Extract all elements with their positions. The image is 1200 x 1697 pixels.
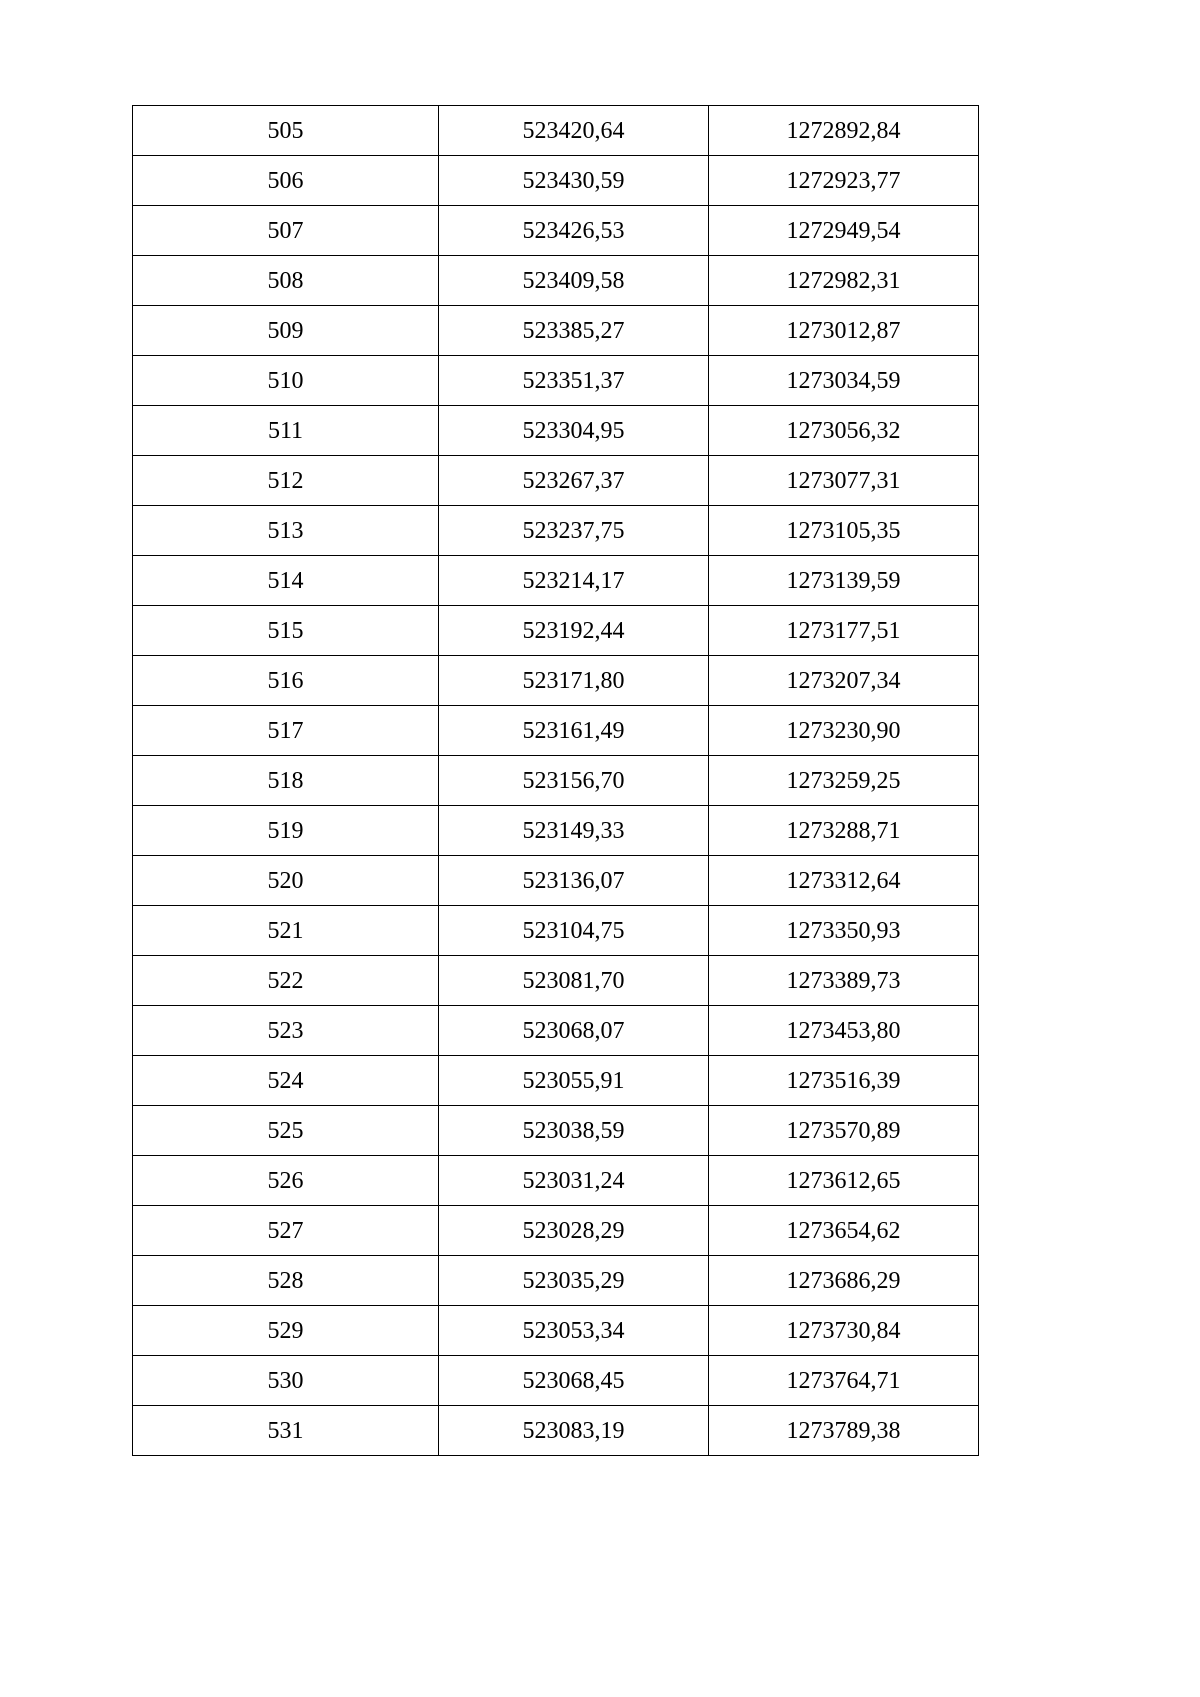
- y-coordinate-cell: 1272923,77: [709, 156, 979, 206]
- table-row: [133, 356, 979, 406]
- point-number-cell: 514: [133, 556, 439, 606]
- table-row: [133, 606, 979, 656]
- coordinates-table-body: [133, 106, 979, 1456]
- table-row: [133, 106, 979, 156]
- x-coordinate-cell: 523028,29: [439, 1206, 709, 1256]
- x-coordinate-cell: 523068,45: [439, 1356, 709, 1406]
- table-row: [133, 306, 979, 356]
- table-row: [133, 1406, 979, 1456]
- x-coordinate-cell: 523430,59: [439, 156, 709, 206]
- y-coordinate-cell: 1273789,38: [709, 1406, 979, 1456]
- y-coordinate-cell: 1273230,90: [709, 706, 979, 756]
- table-row: [133, 506, 979, 556]
- y-coordinate-cell: 1272982,31: [709, 256, 979, 306]
- x-coordinate-cell: 523171,80: [439, 656, 709, 706]
- y-coordinate-cell: 1272892,84: [709, 106, 979, 156]
- y-coordinate-cell: 1273012,87: [709, 306, 979, 356]
- x-coordinate-cell: 523149,33: [439, 806, 709, 856]
- x-coordinate-cell: 523136,07: [439, 856, 709, 906]
- point-number-cell: 525: [133, 1106, 439, 1156]
- y-coordinate-cell: 1273207,34: [709, 656, 979, 706]
- point-number-cell: 523: [133, 1006, 439, 1056]
- x-coordinate-cell: 523035,29: [439, 1256, 709, 1306]
- x-coordinate-cell: 523053,34: [439, 1306, 709, 1356]
- table-row: [133, 1156, 979, 1206]
- point-number-cell: 526: [133, 1156, 439, 1206]
- y-coordinate-cell: 1273350,93: [709, 906, 979, 956]
- y-coordinate-cell: 1273453,80: [709, 1006, 979, 1056]
- y-coordinate-cell: 1273077,31: [709, 456, 979, 506]
- table-row: [133, 856, 979, 906]
- y-coordinate-cell: 1273312,64: [709, 856, 979, 906]
- point-number-cell: 519: [133, 806, 439, 856]
- point-number-cell: 529: [133, 1306, 439, 1356]
- point-number-cell: 517: [133, 706, 439, 756]
- point-number-cell: 510: [133, 356, 439, 406]
- y-coordinate-cell: 1273259,25: [709, 756, 979, 806]
- y-coordinate-cell: 1273177,51: [709, 606, 979, 656]
- point-number-cell: 518: [133, 756, 439, 806]
- table-row: [133, 256, 979, 306]
- y-coordinate-cell: 1273034,59: [709, 356, 979, 406]
- table-row: [133, 656, 979, 706]
- y-coordinate-cell: 1273686,29: [709, 1256, 979, 1306]
- x-coordinate-cell: 523426,53: [439, 206, 709, 256]
- y-coordinate-cell: 1273389,73: [709, 956, 979, 1006]
- point-number-cell: 515: [133, 606, 439, 656]
- point-number-cell: 528: [133, 1256, 439, 1306]
- table-row: [133, 706, 979, 756]
- y-coordinate-cell: 1273288,71: [709, 806, 979, 856]
- point-number-cell: 513: [133, 506, 439, 556]
- point-number-cell: 522: [133, 956, 439, 1006]
- x-coordinate-cell: 523083,19: [439, 1406, 709, 1456]
- x-coordinate-cell: 523192,44: [439, 606, 709, 656]
- y-coordinate-cell: 1273764,71: [709, 1356, 979, 1406]
- table-row: [133, 956, 979, 1006]
- y-coordinate-cell: 1273654,62: [709, 1206, 979, 1256]
- x-coordinate-cell: 523409,58: [439, 256, 709, 306]
- table-row: [133, 906, 979, 956]
- point-number-cell: 508: [133, 256, 439, 306]
- point-number-cell: 520: [133, 856, 439, 906]
- point-number-cell: 530: [133, 1356, 439, 1406]
- x-coordinate-cell: 523031,24: [439, 1156, 709, 1206]
- x-coordinate-cell: 523351,37: [439, 356, 709, 406]
- table-row: [133, 806, 979, 856]
- table-row: [133, 1256, 979, 1306]
- point-number-cell: 509: [133, 306, 439, 356]
- x-coordinate-cell: 523038,59: [439, 1106, 709, 1156]
- table-row: [133, 156, 979, 206]
- x-coordinate-cell: 523068,07: [439, 1006, 709, 1056]
- table-row: [133, 1356, 979, 1406]
- table-row: [133, 406, 979, 456]
- y-coordinate-cell: 1273105,35: [709, 506, 979, 556]
- point-number-cell: 511: [133, 406, 439, 456]
- table-row: [133, 456, 979, 506]
- y-coordinate-cell: 1273570,89: [709, 1106, 979, 1156]
- table-row: [133, 1206, 979, 1256]
- y-coordinate-cell: 1272949,54: [709, 206, 979, 256]
- table-row: [133, 1306, 979, 1356]
- y-coordinate-cell: 1273139,59: [709, 556, 979, 606]
- x-coordinate-cell: 523385,27: [439, 306, 709, 356]
- table-row: [133, 1056, 979, 1106]
- y-coordinate-cell: 1273730,84: [709, 1306, 979, 1356]
- point-number-cell: 527: [133, 1206, 439, 1256]
- point-number-cell: 505: [133, 106, 439, 156]
- x-coordinate-cell: 523304,95: [439, 406, 709, 456]
- table-row: [133, 1106, 979, 1156]
- y-coordinate-cell: 1273612,65: [709, 1156, 979, 1206]
- x-coordinate-cell: 523104,75: [439, 906, 709, 956]
- x-coordinate-cell: 523055,91: [439, 1056, 709, 1106]
- point-number-cell: 531: [133, 1406, 439, 1456]
- x-coordinate-cell: 523161,49: [439, 706, 709, 756]
- point-number-cell: 516: [133, 656, 439, 706]
- table-row: [133, 1006, 979, 1056]
- point-number-cell: 512: [133, 456, 439, 506]
- table-row: [133, 206, 979, 256]
- point-number-cell: 524: [133, 1056, 439, 1106]
- point-number-cell: 507: [133, 206, 439, 256]
- x-coordinate-cell: 523214,17: [439, 556, 709, 606]
- x-coordinate-cell: 523156,70: [439, 756, 709, 806]
- point-number-cell: 506: [133, 156, 439, 206]
- y-coordinate-cell: 1273056,32: [709, 406, 979, 456]
- table-row: [133, 756, 979, 806]
- coordinates-table: [132, 105, 979, 1456]
- x-coordinate-cell: 523081,70: [439, 956, 709, 1006]
- point-number-cell: 521: [133, 906, 439, 956]
- table-row: [133, 556, 979, 606]
- x-coordinate-cell: 523237,75: [439, 506, 709, 556]
- x-coordinate-cell: 523267,37: [439, 456, 709, 506]
- x-coordinate-cell: 523420,64: [439, 106, 709, 156]
- y-coordinate-cell: 1273516,39: [709, 1056, 979, 1106]
